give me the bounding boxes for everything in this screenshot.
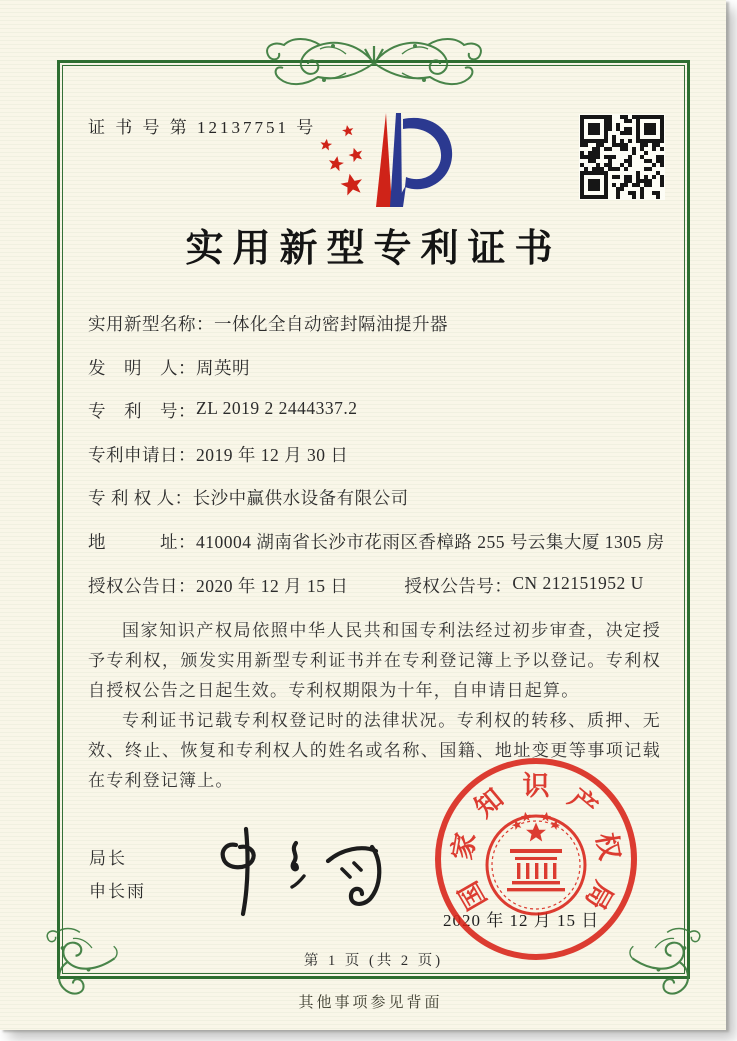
cnipa-logo-icon <box>306 107 458 209</box>
field-row-patentee <box>88 485 667 529</box>
field-value: ZL 2019 2 2444337.2 <box>196 398 358 419</box>
page-number: 第 1 页 (共 2 页) <box>303 953 444 969</box>
official-seal <box>432 755 640 963</box>
back-side-note: 其他事项参见背面 <box>298 995 443 1011</box>
field-row-name <box>88 311 667 355</box>
seal-date: 2020 年 12 月 15 日 <box>443 911 600 930</box>
field-label: 地 址： <box>88 531 196 552</box>
seal-char: 产 <box>562 782 603 824</box>
certificate-number: 证 书 号 第 12137751 号 <box>88 118 317 137</box>
seal-char: 家 <box>446 830 482 863</box>
field-value: 410004 湖南省长沙市花雨区香樟路 255 号云集大厦 1305 房 <box>196 531 665 552</box>
certificate-frame <box>57 60 690 979</box>
field-label: 专 利 权 人： <box>88 488 193 509</box>
legal-paragraph-2: 专利证书记载专利权登记时的法律状况。专利权的转移、质押、无效、终止、恢复和专利权人的姓名或名称、国籍、地址变更等事项记载在专利登记簿上。 <box>88 711 661 790</box>
field-label: 授权公告号： <box>404 575 513 596</box>
qr-code <box>579 114 665 200</box>
field-label: 实用新型名称： <box>88 314 214 334</box>
field-label: 专利申请日： <box>88 444 196 465</box>
field-row-grant <box>88 573 667 617</box>
seal-char: 权 <box>590 830 626 863</box>
field-value: 周英明 <box>196 357 250 378</box>
field-value: 一体化全自动密封隔油提升器 <box>214 314 448 334</box>
field-value: 2019 年 12 月 30 日 <box>196 444 349 465</box>
seal-char: 识 <box>522 771 550 801</box>
field-label: 发 明 人： <box>88 357 196 378</box>
field-row-filing-date <box>88 442 667 486</box>
signer-name: 申长雨 <box>89 882 146 901</box>
signer-title: 局长 <box>89 849 127 868</box>
certificate-title: 实用新型专利证书 <box>185 228 562 270</box>
field-value: 2020 年 12 月 15 日 <box>196 575 349 596</box>
grant-number-pair <box>404 573 643 598</box>
field-row-inventor <box>88 355 667 399</box>
signature-handwriting <box>200 819 405 919</box>
legal-paragraph-1: 国家知识产权局依照中华人民共和国专利法经过初步审查，决定授予专利权，颁发实用新型专利证书并在专利登记簿上予以登记。专利权自授权公告之日起生效。专利权期限为十年，自申请日起算。 <box>88 621 661 700</box>
field-value: 长沙中赢供水设备有限公司 <box>192 488 409 509</box>
field-row-patent-no <box>88 398 667 442</box>
field-value: CN 212151952 U <box>512 572 644 593</box>
field-label: 专 利 号： <box>88 401 196 422</box>
seal-char: 知 <box>469 782 510 824</box>
field-label: 授权公告日： <box>88 575 196 596</box>
seal-char: 局 <box>579 876 619 915</box>
seal-char: 国 <box>453 876 493 915</box>
fields-block <box>88 311 667 616</box>
field-row-address <box>88 529 667 573</box>
